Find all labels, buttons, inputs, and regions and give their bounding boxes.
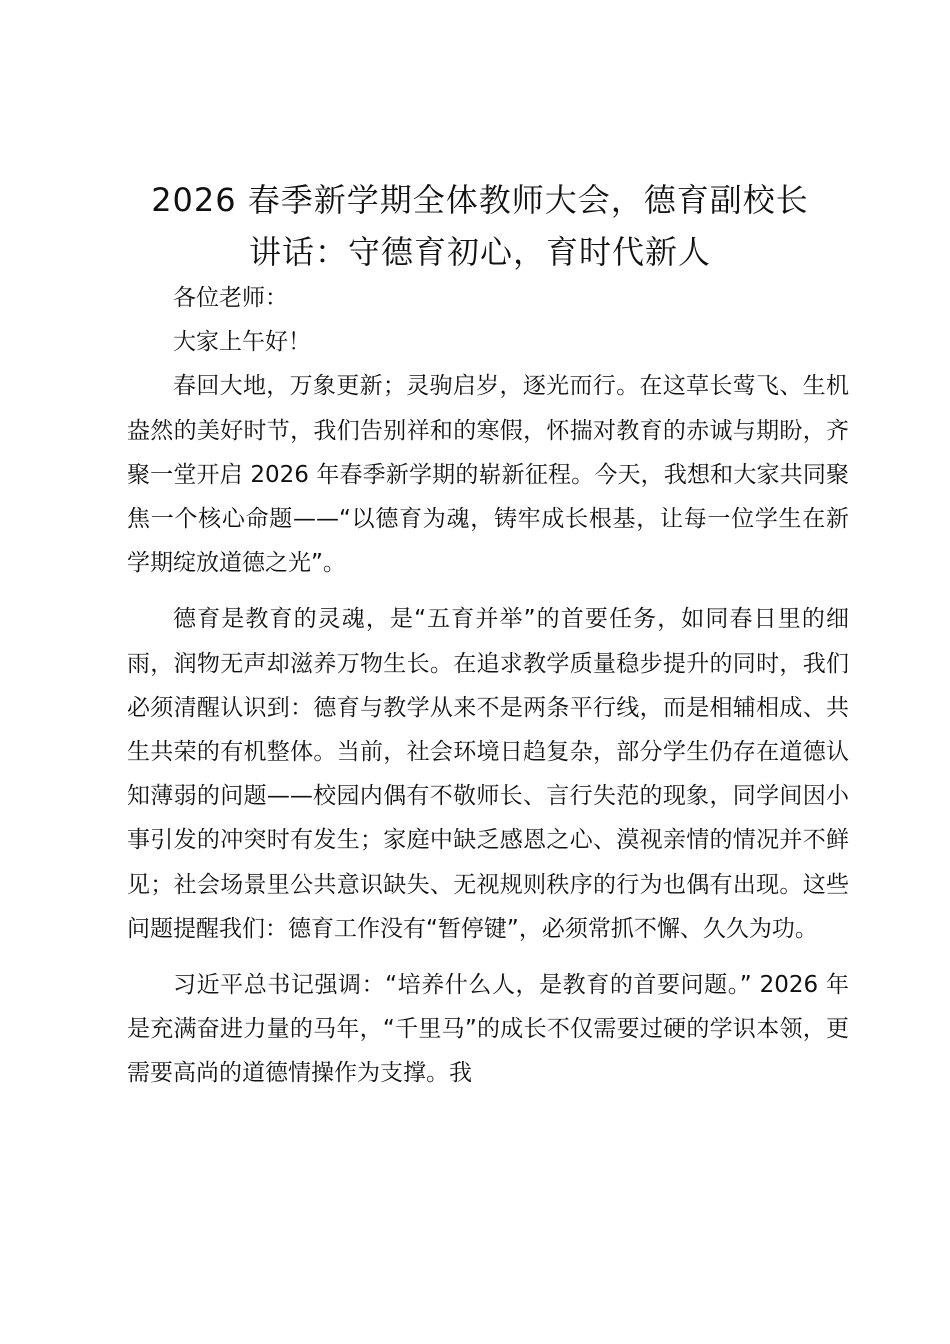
document-body (127, 276, 849, 1096)
salutation: 各位老师： (173, 285, 288, 311)
document-title (110, 174, 850, 278)
title-line-2: 讲话：守德育初心，育时代新人 (248, 233, 711, 271)
title-line-1: 2026 春季新学期全体教师大会，德育副校长 (151, 181, 809, 219)
paragraph-3: 习近平总书记强调：“培养什么人，是教育的首要问题。” 2026 年是充满奋进力量的马年，“千里马”的成长不仅需要过硬的学识本领，更需要高尚的道德情操作为支撑。我 (127, 972, 849, 1087)
greeting: 大家上午好！ (173, 329, 311, 356)
paragraph-2: 德育是教育的灵魂，是“五育并举”的首要任务，如同春日里的细雨，润物无声却滋养万物生长。在追求教学质量稳步提升的同时，我们必须清醒认识到：德育与教学从来不是两条平行线，而是相辅相成、共生共荣的有机整体。当前，社会环境日趋复杂，部分学生仍存在道德认知薄弱的问题——校园内偶有不敬师长、言行失范的现象，同学间因小事引发的冲突时有发生；家庭中缺乏感恩之心、漠视亲情的情况并不鲜见；社会场景里公共意识缺失、无视规则秩序的行为也偶有出现。这些问题提醒我们：德育工作没有“暂停键”，必须常抓不懈、久久为功。 (127, 606, 849, 942)
paragraph-1: 春回大地，万象更新；灵驹启岁，逐光而行。在这草长莺飞、生机盎然的美好时节，我们告别祥和的寒假，怀揣对教育的赤诚与期盼，齐聚一堂开启 2026 年春季新学期的崭新征程。今天，我想和大家共同聚焦一个核心命题——“以德育为魂，铸牢成长根基，让每一位学生在新学期绽放道德之光”。 (127, 373, 849, 577)
